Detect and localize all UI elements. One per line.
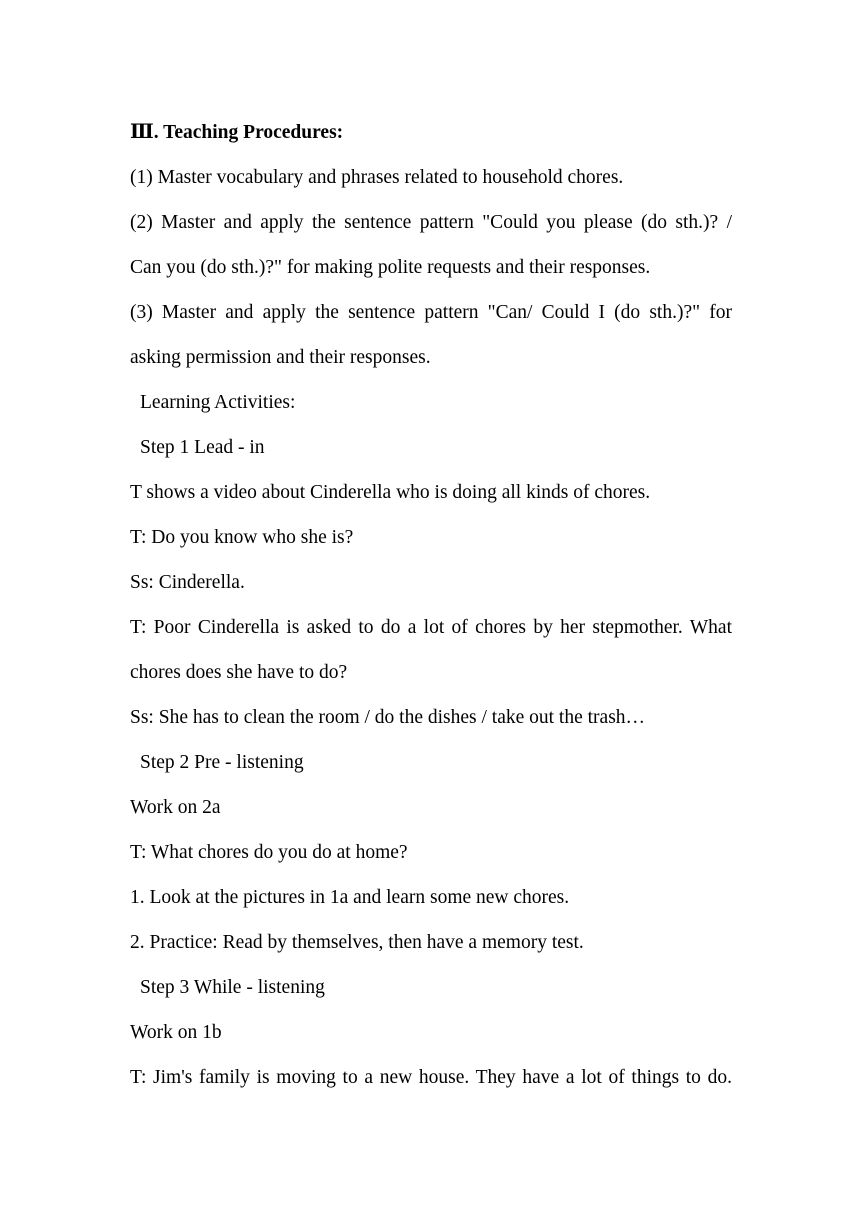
step1-line: chores does she have to do?: [130, 662, 348, 683]
objective-3-line-2: asking permission and their responses.: [130, 347, 431, 368]
step2-line: T: What chores do you do at home?: [130, 842, 408, 863]
objective-1: (1) Master vocabulary and phrases related to household chores.: [130, 167, 624, 188]
step1-line: T shows a video about Cinderella who is doing all kinds of chores.: [130, 482, 651, 503]
step1-line: T: Do you know who she is?: [130, 527, 354, 548]
objective-2-line-1: (2) Master and apply the sentence pattern "Could you please (do sth.)? /: [130, 212, 732, 233]
step3-line: T: Jim's family is moving to a new house. They have a lot of things to do.: [130, 1067, 732, 1088]
step2-line: 2. Practice: Read by themselves, then have a memory test.: [130, 932, 584, 953]
section-heading: Ⅲ. Teaching Procedures:: [130, 122, 344, 143]
objective-3-line-1: (3) Master and apply the sentence pattern "Can/ Could I (do sth.)?" for: [130, 302, 732, 323]
step2-title: Step 2 Pre - listening: [140, 752, 304, 773]
step2-line: 1. Look at the pictures in 1a and learn some new chores.: [130, 887, 570, 908]
learning-activities-label: Learning Activities:: [140, 392, 296, 413]
step3-line: Work on 1b: [130, 1022, 222, 1043]
document-page: [130, 110, 732, 1100]
step1-line: T: Poor Cinderella is asked to do a lot of chores by her stepmother. What: [130, 617, 732, 638]
step1-line: Ss: She has to clean the room / do the dishes / take out the trash…: [130, 707, 646, 728]
step3-title: Step 3 While - listening: [140, 977, 325, 998]
step1-line: Ss: Cinderella.: [130, 572, 245, 593]
step1-title: Step 1 Lead - in: [140, 437, 265, 458]
objective-2-line-2: Can you (do sth.)?" for making polite requests and their responses.: [130, 257, 651, 278]
step2-line: Work on 2a: [130, 797, 221, 818]
